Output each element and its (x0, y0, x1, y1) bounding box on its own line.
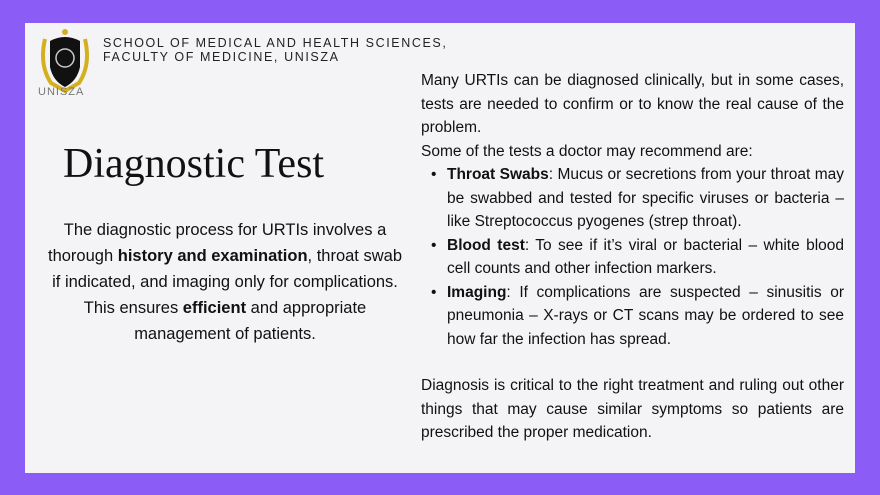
slide-title: Diagnostic Test (63, 141, 325, 187)
school-line-1: SCHOOL OF MEDICAL AND HEALTH SCIENCES, (103, 36, 448, 50)
logo-text: UNISZA (38, 86, 85, 98)
summary-text: The diagnostic process for URTIs involves a thorough history and examination, throat swab if indicated, and imaging only for complications. This ensures efficient and appropriate management of patients. (48, 221, 402, 343)
conclusion: Diagnosis is critical to the right treatment and ruling out other things that may cause similar symptoms so patients are prescribed the proper medication. (421, 377, 844, 441)
list-item: • Throat Swabs: Mucus or secretions from your throat may be swabbed and tested for specific viruses or bacteria – like Streptococcus pyogenes (strep throat). (429, 163, 844, 234)
lead: Some of the tests a doctor may recommend are: (421, 142, 753, 160)
details-text (421, 69, 844, 445)
school-name (103, 36, 447, 64)
slide (25, 23, 855, 473)
list-item: • Imaging: If complications are suspected – sinusitis or pneumonia – X-rays or CT scans may be ordered to see how far the infection has spread. (429, 281, 844, 352)
intro: Many URTIs can be diagnosed clinically, but in some cases, tests are needed to confirm or to know the real cause of the problem. (421, 72, 844, 136)
list-item: • Blood test: To see if it’s viral or bacterial – white blood cell counts and other infection markers. (429, 234, 844, 281)
test-list (429, 163, 844, 351)
school-line-2: FACULTY OF MEDICINE, UNISZA (103, 50, 340, 64)
